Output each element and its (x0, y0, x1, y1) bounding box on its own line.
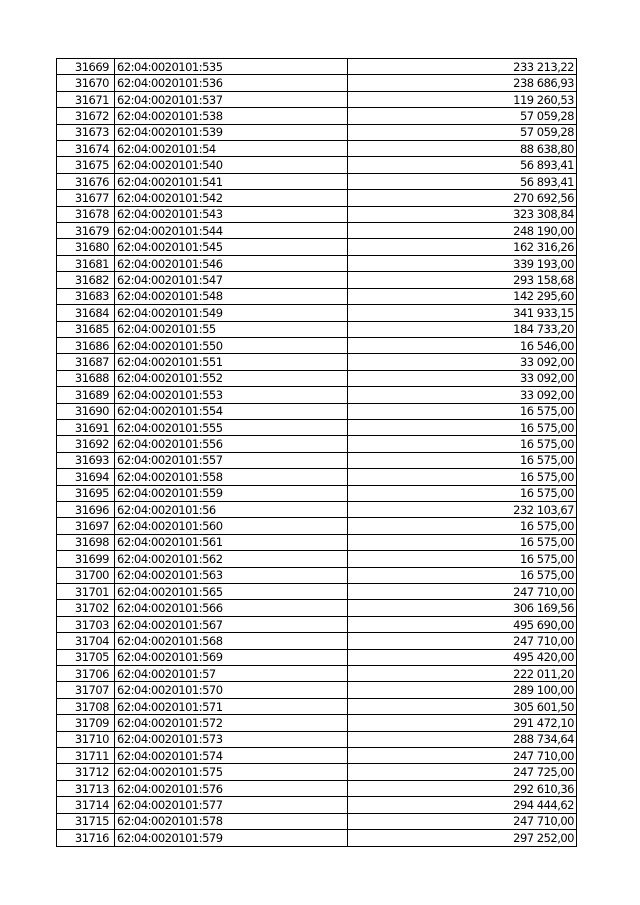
row-number-cell: 31682 (57, 272, 115, 288)
cadastral-number-cell: 62:04:0020101:545 (115, 239, 348, 255)
table-row (57, 108, 577, 124)
row-number-cell: 31709 (57, 715, 115, 731)
value-cell: 88 638,80 (348, 141, 577, 157)
table-row (57, 59, 577, 75)
cadastral-number-cell: 62:04:0020101:537 (115, 91, 348, 107)
table-row (57, 485, 577, 501)
table-row (57, 567, 577, 583)
row-number-cell: 31679 (57, 223, 115, 239)
value-cell: 247 710,00 (348, 584, 577, 600)
value-cell: 323 308,84 (348, 206, 577, 222)
value-cell: 247 710,00 (348, 748, 577, 764)
value-cell: 57 059,28 (348, 108, 577, 124)
value-cell: 33 092,00 (348, 370, 577, 386)
cadastral-number-cell: 62:04:0020101:547 (115, 272, 348, 288)
table-row (57, 272, 577, 288)
value-cell: 16 575,00 (348, 518, 577, 534)
row-number-cell: 31716 (57, 830, 115, 846)
table-body (57, 59, 577, 847)
row-number-cell: 31708 (57, 698, 115, 714)
row-number-cell: 31688 (57, 370, 115, 386)
row-number-cell: 31686 (57, 337, 115, 353)
value-cell: 162 316,26 (348, 239, 577, 255)
data-table (56, 58, 577, 847)
table-row (57, 370, 577, 386)
table-row (57, 157, 577, 173)
value-cell: 289 100,00 (348, 682, 577, 698)
table-row (57, 731, 577, 747)
row-number-cell: 31695 (57, 485, 115, 501)
cadastral-number-cell: 62:04:0020101:542 (115, 190, 348, 206)
value-cell: 222 011,20 (348, 666, 577, 682)
table-row (57, 436, 577, 452)
table-row (57, 387, 577, 403)
cadastral-number-cell: 62:04:0020101:535 (115, 59, 348, 75)
cadastral-number-cell: 62:04:0020101:548 (115, 288, 348, 304)
table-row (57, 600, 577, 616)
value-cell: 293 158,68 (348, 272, 577, 288)
value-cell: 184 733,20 (348, 321, 577, 337)
row-number-cell: 31673 (57, 124, 115, 140)
value-cell: 16 575,00 (348, 419, 577, 435)
cadastral-number-cell: 62:04:0020101:560 (115, 518, 348, 534)
value-cell: 297 252,00 (348, 830, 577, 846)
cadastral-number-cell: 62:04:0020101:540 (115, 157, 348, 173)
value-cell: 247 710,00 (348, 633, 577, 649)
table-row (57, 190, 577, 206)
cadastral-number-cell: 62:04:0020101:578 (115, 813, 348, 829)
value-cell: 247 725,00 (348, 764, 577, 780)
table-row (57, 75, 577, 91)
cadastral-number-cell: 62:04:0020101:567 (115, 616, 348, 632)
cadastral-number-cell: 62:04:0020101:546 (115, 255, 348, 271)
cadastral-number-cell: 62:04:0020101:543 (115, 206, 348, 222)
cadastral-number-cell: 62:04:0020101:539 (115, 124, 348, 140)
row-number-cell: 31704 (57, 633, 115, 649)
cadastral-number-cell: 62:04:0020101:554 (115, 403, 348, 419)
table-row (57, 780, 577, 796)
value-cell: 291 472,10 (348, 715, 577, 731)
table-row (57, 616, 577, 632)
table-row (57, 830, 577, 846)
table-row (57, 551, 577, 567)
cadastral-number-cell: 62:04:0020101:558 (115, 469, 348, 485)
cadastral-number-cell: 62:04:0020101:571 (115, 698, 348, 714)
table-row (57, 321, 577, 337)
cadastral-number-cell: 62:04:0020101:570 (115, 682, 348, 698)
row-number-cell: 31711 (57, 748, 115, 764)
cadastral-number-cell: 62:04:0020101:556 (115, 436, 348, 452)
cadastral-number-cell: 62:04:0020101:579 (115, 830, 348, 846)
cadastral-number-cell: 62:04:0020101:573 (115, 731, 348, 747)
cadastral-number-cell: 62:04:0020101:563 (115, 567, 348, 583)
row-number-cell: 31685 (57, 321, 115, 337)
value-cell: 305 601,50 (348, 698, 577, 714)
table-row (57, 141, 577, 157)
value-cell: 16 575,00 (348, 534, 577, 550)
cadastral-number-cell: 62:04:0020101:54 (115, 141, 348, 157)
row-number-cell: 31701 (57, 584, 115, 600)
cadastral-number-cell: 62:04:0020101:55 (115, 321, 348, 337)
row-number-cell: 31672 (57, 108, 115, 124)
value-cell: 16 546,00 (348, 337, 577, 353)
row-number-cell: 31698 (57, 534, 115, 550)
table-row (57, 255, 577, 271)
table-row (57, 337, 577, 353)
row-number-cell: 31687 (57, 354, 115, 370)
cadastral-number-cell: 62:04:0020101:541 (115, 173, 348, 189)
cadastral-number-cell: 62:04:0020101:552 (115, 370, 348, 386)
table-row (57, 419, 577, 435)
value-cell: 33 092,00 (348, 354, 577, 370)
value-cell: 142 295,60 (348, 288, 577, 304)
row-number-cell: 31715 (57, 813, 115, 829)
row-number-cell: 31702 (57, 600, 115, 616)
table-row (57, 124, 577, 140)
value-cell: 339 193,00 (348, 255, 577, 271)
table-row (57, 764, 577, 780)
value-cell: 270 692,56 (348, 190, 577, 206)
value-cell: 57 059,28 (348, 124, 577, 140)
value-cell: 16 575,00 (348, 551, 577, 567)
table-row (57, 584, 577, 600)
cadastral-number-cell: 62:04:0020101:536 (115, 75, 348, 91)
row-number-cell: 31670 (57, 75, 115, 91)
row-number-cell: 31710 (57, 731, 115, 747)
cadastral-number-cell: 62:04:0020101:538 (115, 108, 348, 124)
row-number-cell: 31705 (57, 649, 115, 665)
value-cell: 248 190,00 (348, 223, 577, 239)
table-row (57, 173, 577, 189)
value-cell: 33 092,00 (348, 387, 577, 403)
row-number-cell: 31681 (57, 255, 115, 271)
value-cell: 56 893,41 (348, 157, 577, 173)
row-number-cell: 31693 (57, 452, 115, 468)
value-cell: 238 686,93 (348, 75, 577, 91)
cadastral-number-cell: 62:04:0020101:549 (115, 305, 348, 321)
table-row (57, 797, 577, 813)
cadastral-number-cell: 62:04:0020101:562 (115, 551, 348, 567)
cadastral-number-cell: 62:04:0020101:550 (115, 337, 348, 353)
value-cell: 288 734,64 (348, 731, 577, 747)
table-row (57, 206, 577, 222)
row-number-cell: 31690 (57, 403, 115, 419)
row-number-cell: 31706 (57, 666, 115, 682)
table-row (57, 633, 577, 649)
table-row (57, 91, 577, 107)
cadastral-number-cell: 62:04:0020101:574 (115, 748, 348, 764)
table-row (57, 452, 577, 468)
value-cell: 16 575,00 (348, 452, 577, 468)
cadastral-number-cell: 62:04:0020101:568 (115, 633, 348, 649)
row-number-cell: 31683 (57, 288, 115, 304)
value-cell: 56 893,41 (348, 173, 577, 189)
value-cell: 232 103,67 (348, 501, 577, 517)
row-number-cell: 31677 (57, 190, 115, 206)
value-cell: 233 213,22 (348, 59, 577, 75)
row-number-cell: 31674 (57, 141, 115, 157)
value-cell: 247 710,00 (348, 813, 577, 829)
row-number-cell: 31694 (57, 469, 115, 485)
cadastral-number-cell: 62:04:0020101:569 (115, 649, 348, 665)
row-number-cell: 31680 (57, 239, 115, 255)
cadastral-number-cell: 62:04:0020101:544 (115, 223, 348, 239)
table-row (57, 698, 577, 714)
value-cell: 292 610,36 (348, 780, 577, 796)
cadastral-number-cell: 62:04:0020101:555 (115, 419, 348, 435)
cadastral-number-cell: 62:04:0020101:57 (115, 666, 348, 682)
row-number-cell: 31713 (57, 780, 115, 796)
value-cell: 16 575,00 (348, 403, 577, 419)
cadastral-number-cell: 62:04:0020101:553 (115, 387, 348, 403)
table-row (57, 501, 577, 517)
row-number-cell: 31689 (57, 387, 115, 403)
table-row (57, 239, 577, 255)
row-number-cell: 31707 (57, 682, 115, 698)
table-row (57, 288, 577, 304)
row-number-cell: 31675 (57, 157, 115, 173)
cadastral-number-cell: 62:04:0020101:572 (115, 715, 348, 731)
table-row (57, 469, 577, 485)
row-number-cell: 31684 (57, 305, 115, 321)
cadastral-number-cell: 62:04:0020101:557 (115, 452, 348, 468)
table-row (57, 682, 577, 698)
table-row (57, 534, 577, 550)
cadastral-number-cell: 62:04:0020101:561 (115, 534, 348, 550)
table-row (57, 518, 577, 534)
value-cell: 16 575,00 (348, 469, 577, 485)
table-row (57, 813, 577, 829)
row-number-cell: 31671 (57, 91, 115, 107)
value-cell: 119 260,53 (348, 91, 577, 107)
table-row (57, 649, 577, 665)
row-number-cell: 31697 (57, 518, 115, 534)
table-row (57, 223, 577, 239)
table-row (57, 354, 577, 370)
row-number-cell: 31703 (57, 616, 115, 632)
row-number-cell: 31700 (57, 567, 115, 583)
value-cell: 495 690,00 (348, 616, 577, 632)
value-cell: 16 575,00 (348, 567, 577, 583)
cadastral-number-cell: 62:04:0020101:551 (115, 354, 348, 370)
row-number-cell: 31712 (57, 764, 115, 780)
row-number-cell: 31714 (57, 797, 115, 813)
table-row (57, 403, 577, 419)
value-cell: 16 575,00 (348, 436, 577, 452)
value-cell: 495 420,00 (348, 649, 577, 665)
cadastral-number-cell: 62:04:0020101:565 (115, 584, 348, 600)
value-cell: 306 169,56 (348, 600, 577, 616)
row-number-cell: 31691 (57, 419, 115, 435)
cadastral-number-cell: 62:04:0020101:575 (115, 764, 348, 780)
table-row (57, 666, 577, 682)
row-number-cell: 31678 (57, 206, 115, 222)
row-number-cell: 31696 (57, 501, 115, 517)
value-cell: 16 575,00 (348, 485, 577, 501)
value-cell: 341 933,15 (348, 305, 577, 321)
cadastral-number-cell: 62:04:0020101:559 (115, 485, 348, 501)
row-number-cell: 31676 (57, 173, 115, 189)
row-number-cell: 31692 (57, 436, 115, 452)
cadastral-number-cell: 62:04:0020101:566 (115, 600, 348, 616)
cadastral-number-cell: 62:04:0020101:577 (115, 797, 348, 813)
row-number-cell: 31699 (57, 551, 115, 567)
row-number-cell: 31669 (57, 59, 115, 75)
value-cell: 294 444,62 (348, 797, 577, 813)
table-row (57, 715, 577, 731)
table-row (57, 748, 577, 764)
cadastral-number-cell: 62:04:0020101:56 (115, 501, 348, 517)
cadastral-number-cell: 62:04:0020101:576 (115, 780, 348, 796)
table-row (57, 305, 577, 321)
